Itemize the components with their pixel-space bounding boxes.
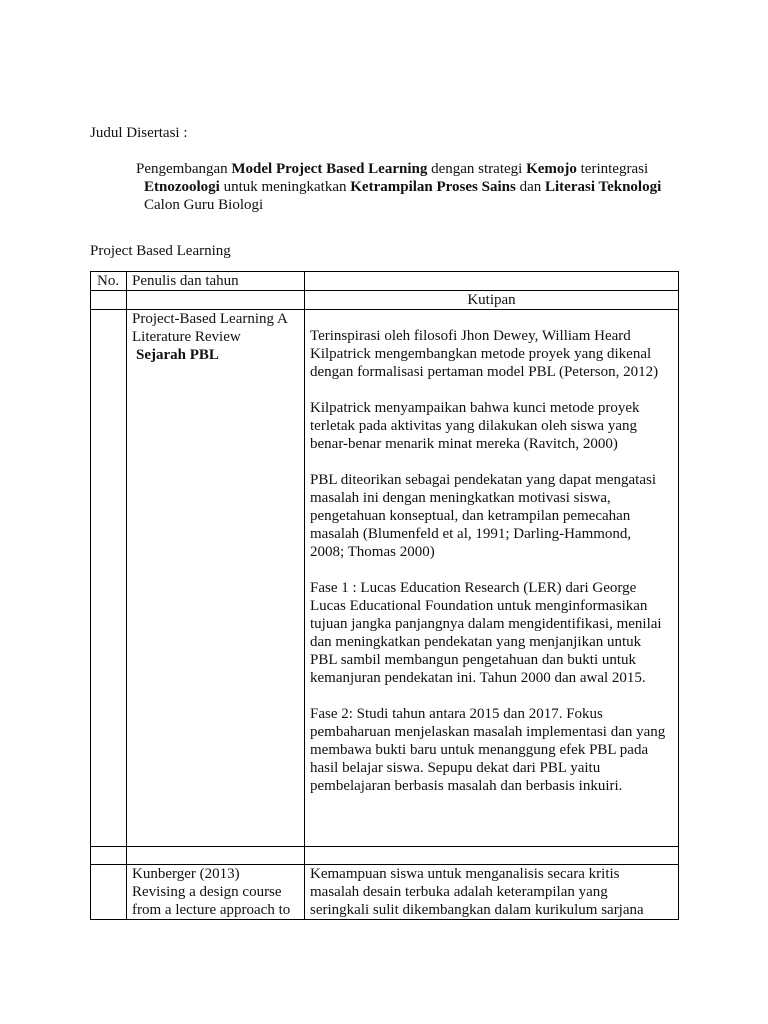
title-run: terintegrasi [576, 161, 649, 177]
title-line-3 [136, 196, 661, 214]
quote-paragraph [310, 579, 673, 687]
header-empty [305, 272, 679, 291]
text-line: Kemampuan siswa untuk menganalisis secara kritis [310, 866, 620, 882]
text-line: membawa bukti baru untuk menanggung efek PBL pada [310, 742, 649, 758]
title-line-1 [136, 160, 661, 178]
table-subheader-row [91, 291, 679, 310]
header-quote: Kutipan [305, 291, 679, 310]
text-line: tujuan jangka panjangnya dalam mengidentifikasi, menilai [310, 616, 662, 632]
title-run: Pengembangan [136, 161, 232, 177]
text-line: pembaharuan menjelaskan masalah implementasi dan yang [310, 724, 666, 740]
row1-author [127, 310, 305, 847]
quote-paragraph [310, 471, 673, 561]
text-line: from a lecture approach to [132, 902, 291, 918]
title-line-2 [136, 178, 661, 196]
text-line: Revising a design course [132, 884, 282, 900]
text-line: masalah desain terbuka adalah keterampilan yang [310, 884, 608, 900]
quote-paragraph [310, 705, 673, 795]
text-line: Fase 1 : Lucas Education Research (LER) dari George [310, 580, 637, 596]
text-line: Kunberger (2013) [132, 866, 240, 882]
text-line: seringkali sulit dikembangkan dalam kurikulum sarjana [310, 902, 644, 918]
section-title: Project Based Learning [90, 243, 231, 259]
title-run: dengan strategi [427, 161, 527, 177]
header-author: Penulis dan tahun [127, 272, 305, 291]
document-label: Judul Disertasi : [90, 125, 188, 141]
quote-paragraph [310, 399, 673, 453]
row2-quote [305, 865, 679, 920]
table-row [91, 310, 679, 847]
text-line: pembelajaran berbasis masalah dan berbasis inkuiri. [310, 778, 623, 794]
text-line: 2008; Thomas 2000) [310, 544, 435, 560]
text-line: Fase 2: Studi tahun antara 2015 dan 2017. Fokus [310, 706, 603, 722]
title-run: Ketrampilan Proses Sains [350, 179, 516, 195]
text-line: Kilpatrick mengembangkan metode proyek yang dikenal [310, 346, 652, 362]
text-line: Lucas Educational Foundation untuk menginformasikan [310, 598, 648, 614]
row2-no [91, 865, 127, 920]
dissertation-title [136, 160, 661, 214]
text-line: PBL diteorikan sebagai pendekatan yang dapat mengatasi [310, 472, 656, 488]
literature-table [90, 271, 679, 920]
text-line: pengetahuan konseptual, dan ketrampilan pemecahan [310, 508, 631, 524]
text-line: dan meningkatkan pendekatan yang menjanjikan untuk [310, 634, 642, 650]
row1-author-line-1: Project-Based Learning A [132, 311, 288, 327]
row1-quotes [305, 310, 679, 847]
text-line: benar-benar menarik minat mereka (Ravitch, 2000) [310, 436, 618, 452]
row1-topic: Sejarah PBL [136, 347, 219, 363]
text-line: terletak pada aktivitas yang dilakukan oleh siswa yang [310, 418, 637, 434]
text-line: hasil belajar siswa. Sepupu dekat dari PBL yaitu [310, 760, 601, 776]
blank-cell-3 [305, 847, 679, 865]
subheader-empty-2 [127, 291, 305, 310]
blank-cell-2 [127, 847, 305, 865]
quote-paragraph [310, 327, 673, 381]
text-line: Terinspirasi oleh filosofi Jhon Dewey, William Heard [310, 328, 631, 344]
text-line: kemanjuran pendekatan ini. Tahun 2000 dan awal 2015. [310, 670, 646, 686]
text-line: Kilpatrick menyampaikan bahwa kunci metode proyek [310, 400, 640, 416]
row1-author-line-2: Literature Review [132, 329, 241, 345]
text-line: masalah ini dengan meningkatkan motivasi siswa, [310, 490, 611, 506]
title-run: Kemojo [526, 161, 577, 177]
title-run: Literasi Teknologi [545, 179, 662, 195]
title-run: Etnozoologi [144, 179, 220, 195]
title-run: Calon Guru Biologi [144, 197, 264, 213]
text-line: PBL sambil membangun pengetahuan dan bukti untuk [310, 652, 637, 668]
table-row-blank [91, 847, 679, 865]
subheader-empty-1 [91, 291, 127, 310]
title-run: untuk meningkatkan [219, 179, 351, 195]
row2-author [127, 865, 305, 920]
title-run: dan [515, 179, 545, 195]
row1-no [91, 310, 127, 847]
text-line: dengan formalisasi pertaman model PBL (Peterson, 2012) [310, 364, 659, 380]
blank-cell-1 [91, 847, 127, 865]
header-no: No. [91, 272, 127, 291]
title-run: Model Project Based Learning [231, 161, 428, 177]
table-header-row [91, 272, 679, 291]
quote-list [310, 310, 673, 795]
text-line: masalah (Blumenfeld et al, 1991; Darling-Hammond, [310, 526, 632, 542]
table-row [91, 865, 679, 920]
